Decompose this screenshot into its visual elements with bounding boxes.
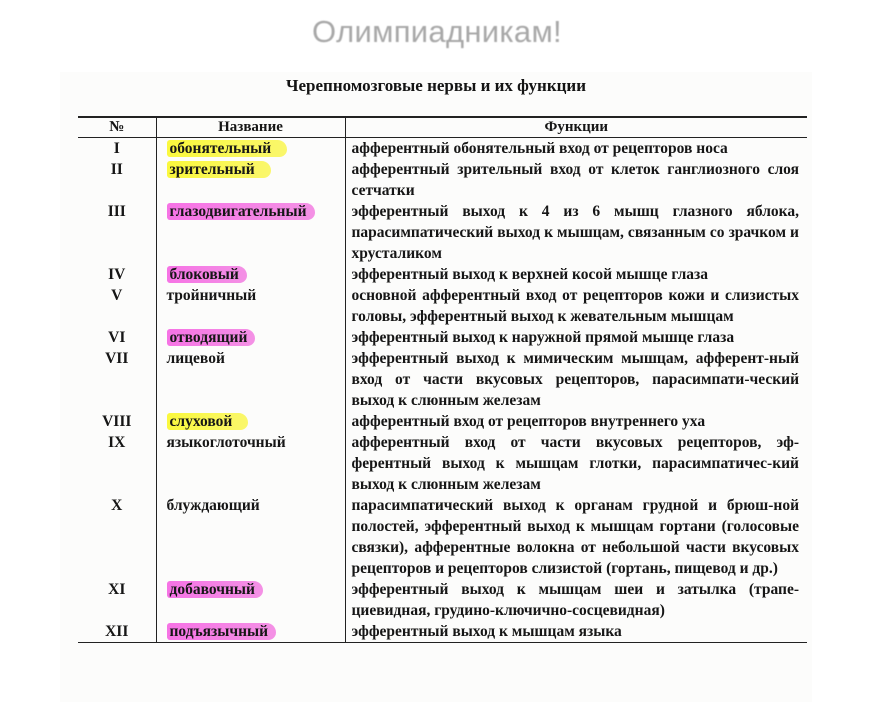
nerve-name: глазодвигательный: [167, 203, 315, 220]
nerve-function: афферентный вход от части вкусовых рецепторов, эф-ферентный выход к мышцам глотки, парасимпатичес-кий выход к слюнным железам: [351, 434, 799, 493]
nerve-function: афферентный вход от рецепторов внутреннего уха: [351, 413, 706, 430]
table-row: [78, 579, 807, 621]
column-header-number: №: [78, 117, 156, 138]
table-header: [78, 117, 807, 138]
nerve-number: II: [78, 159, 156, 201]
table-body: [78, 138, 807, 643]
nerve-number: VIII: [78, 411, 156, 432]
nerve-number: IX: [78, 432, 156, 495]
nerve-number: III: [78, 201, 156, 264]
nerve-function: эфферентный выход к верхней косой мышце глаза: [351, 266, 709, 283]
nerve-number: XII: [78, 621, 156, 643]
nerve-number: XI: [78, 579, 156, 621]
nerve-number: VII: [78, 348, 156, 411]
cranial-nerves-table: [78, 116, 807, 643]
table-row: [78, 264, 807, 285]
nerve-name: обонятельный: [167, 140, 288, 157]
nerve-number: IV: [78, 264, 156, 285]
nerve-function: эфферентный выход к мимическим мышцам, афферент-ный вход от части вкусовых рецепторов, парасимпати-ческий выход к слюнным железам: [351, 350, 799, 409]
nerve-function: афферентный зрительный вход от клеток ганглиозного слоя сетчатки: [351, 161, 799, 199]
column-header-name: Название: [156, 117, 345, 138]
nerve-name-cell: [156, 348, 345, 411]
nerve-number: V: [78, 285, 156, 327]
table-row: [78, 159, 807, 201]
table-row: [78, 411, 807, 432]
nerve-name: лицевой: [166, 350, 225, 367]
nerve-function: эфферентный выход к 4 из 6 мышц глазного яблока, парасимпатический выход к мышцам, связанным со зрачком и хрусталиком: [351, 203, 799, 262]
table-row: [78, 138, 807, 160]
table-row: [78, 201, 807, 264]
nerve-name: языкоглоточный: [166, 434, 286, 451]
nerve-name-cell: [156, 159, 345, 201]
nerve-function: афферентный обонятельный вход от рецепторов носа: [351, 140, 728, 157]
table-row: [78, 621, 807, 643]
table-row: [78, 327, 807, 348]
nerve-name-cell: [156, 138, 345, 160]
nerve-name-cell: [156, 579, 345, 621]
nerve-name: зрительный: [167, 161, 271, 178]
table-row: [78, 285, 807, 327]
nerve-name: блуждающий: [166, 497, 260, 514]
nerve-name-cell: [156, 495, 345, 579]
scanned-document: [60, 72, 812, 702]
page-heading: Олимпиадникам!: [312, 14, 562, 49]
nerve-name: слуховой: [167, 413, 249, 430]
nerve-name: отводящий: [167, 329, 256, 346]
nerve-number: VI: [78, 327, 156, 348]
nerve-number: X: [78, 495, 156, 579]
table-row: [78, 432, 807, 495]
nerve-name-cell: [156, 285, 345, 327]
nerve-name-cell: [156, 411, 345, 432]
nerve-function: основной афферентный вход от рецепторов кожи и слизистых головы, эфферентный выход к жевательным мышцам: [351, 287, 799, 325]
nerve-function: эфферентный выход к мышцам языка: [345, 621, 807, 643]
nerve-function: эфферентный выход к мышцам шеи и затылка (трапе-циевидная, грудино-ключично-сосцевидная): [351, 581, 799, 619]
document-title: Черепномозговые нервы и их функции: [286, 76, 586, 95]
nerve-name: добавочный: [167, 581, 263, 598]
nerve-number: I: [78, 138, 156, 160]
nerve-name: тройничный: [166, 287, 257, 304]
table-row: [78, 348, 807, 411]
nerve-name-cell: [156, 432, 345, 495]
nerve-function: эфферентный выход к наружной прямой мышце глаза: [351, 329, 735, 346]
table-row: [78, 495, 807, 579]
nerve-function: парасимпатический выход к органам грудной и брюш-ной полостей, эфферентный выход к мышцам гортани (голосовые связки), афферентные волокна от небольшой части вкусовых рецепторов и рецепторов слизистой (гортань, пищевод и др.): [351, 497, 799, 577]
nerve-name: блоковый: [167, 266, 247, 283]
nerve-name-cell: [156, 621, 345, 643]
nerve-name-cell: [156, 327, 345, 348]
column-header-functions: Функции: [345, 117, 807, 138]
nerve-name: подъязычный: [167, 623, 277, 640]
nerve-name-cell: [156, 264, 345, 285]
nerve-name-cell: [156, 201, 345, 264]
